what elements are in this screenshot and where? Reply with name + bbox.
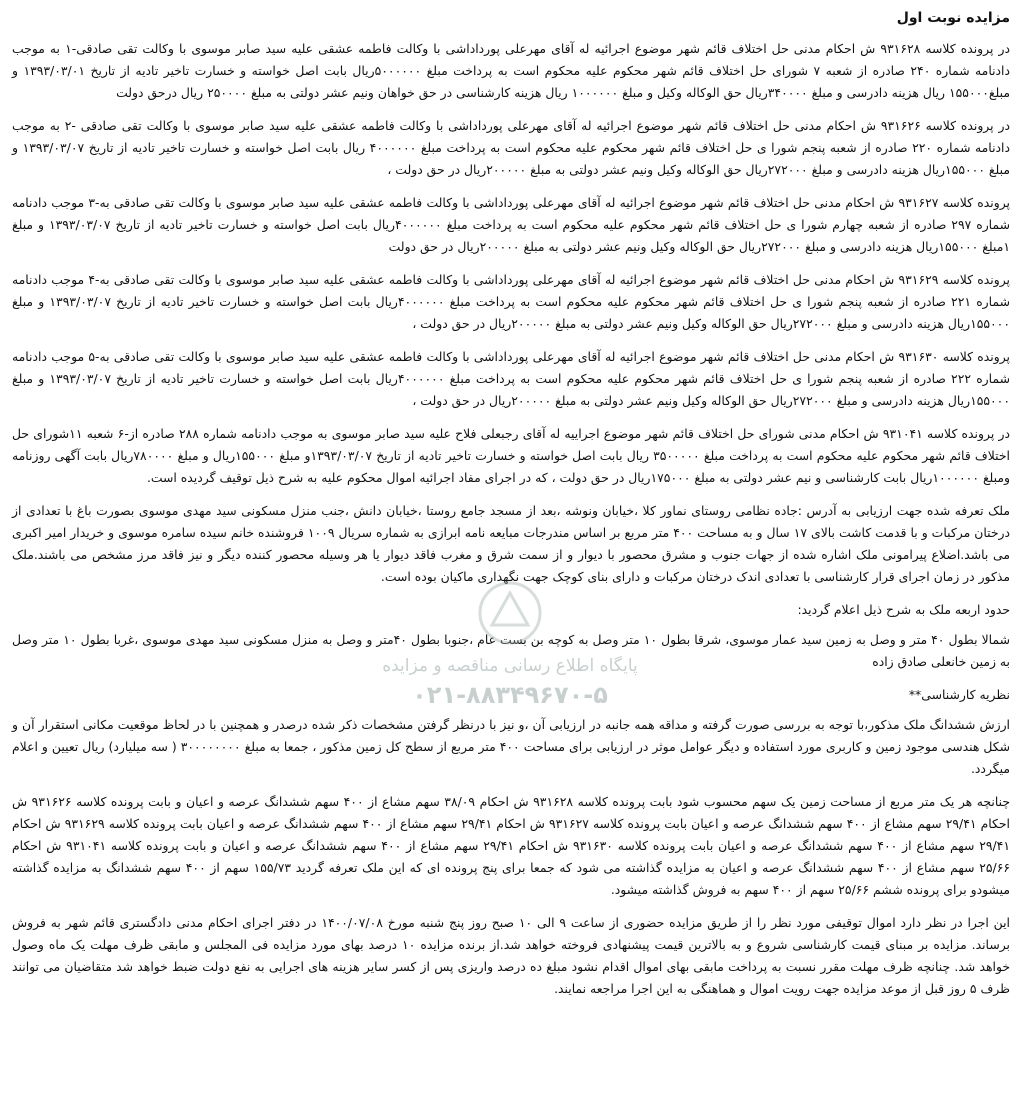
boundaries-text: شمالا بطول ۴۰ متر و وصل به زمین سید عمار موسوی، شرقا بطول ۱۰ متر وصل به کوچه بن بست عام ،جنوبا بطول ۴۰متر و وصل به منزل مسکونی سید مهدی موسوی ،غربا بطول ۱۰ متر وصل به زمین خانعلی صادق زاده — [12, 632, 1010, 669]
case-paragraph-2: در پرونده کلاسه ۹۳۱۶۲۶ ش احکام مدنی حل اختلاف قائم شهر موضوع اجرائیه له آقای مهرعلی پورداداشی با وکالت فاطمه عشقی علیه سید صابر موسوی با وکالت تقی صادقی -۲ به موجب دادنامه شماره ۲۲۰ صادره از شعبه پنجم شورا ی حل اختلاف قائم شهر محکوم علیه محکوم است به پرداخت مبلغ ۴۰۰۰۰۰۰ ریال بابت اصل خواسته و خسارت تاخیر تادیه از تاریخ ۱۳۹۳/۰۳/۰۷ و مبلغ ۱۵۵۰۰۰ریال هزینه دادرسی و مبلغ ۲۷۲۰۰۰ریال حق الوکاله وکیل ونیم عشر دولتی به مبلغ ۲۰۰۰۰۰ریال در حق دولت ، — [12, 118, 1011, 177]
watermark-line-1: پایگاه اطلاع رسانی مناقصه و مزایده — [382, 656, 638, 676]
case-paragraph-1: در پرونده کلاسه ۹۳۱۶۲۸ ش احکام مدنی حل اختلاف قائم شهر موضوع اجرائیه له آقای مهرعلی پورداداشی با وکالت فاطمه عشقی علیه سید صابر موسوی با وکالت تقی صادقی-۱ به موجب دادنامه شماره ۲۴۰ صادره از شعبه ۷ شورای حل اختلاف قائم شهر محکوم علیه محکوم است به پرداخت مبلغ ۵۰۰۰۰۰۰ریال بابت اصل خواسته و خسارت تاخیر تادیه از تاریخ ۱۳۹۳/۰۳/۰۱ و مبلغ۱۵۵۰۰۰ ریال هزینه دادرسی و مبلغ ۳۴۰۰۰۰ریال حق الوکاله وکیل و مبلغ ۱۰۰۰۰۰۰ ریال هزینه کارشناسی در حق خواهان ونیم عشر دولتی به مبلغ ۲۵۰۰۰۰ ریال درحق دولت — [12, 41, 1011, 100]
property-description: ملک تعرفه شده جهت ارزیابی به آدرس :جاده نظامی روستای نماور کلا ،خیابان ونوشه ،بعد از مسجد جامع روستا ،خیابان دانش ،جنب منزل مسکونی سید مهدی موسوی بصورت باغ با تعدادی از درختان مرکبات و با قدمت کاشت بالای ۱۷ سال و به مساحت ۴۰۰ متر مربع بر اساس مندرجات مبایعه نامه ابرازی به شماره سریال ۱۰۰۹ فروشنده خانم سیده سامره موسوی و خریدار امیر اکبری می باشد.اضلاع پیرامونی ملک اشاره شده از جهات جنوب و مشرق محصور با دیوار و از سمت شرق و مغرب فاقد دیوار یا هر وسیله محصور کننده دیگر و نیز فاقد مرز مشخص می باشند.ملک مذکور در زمان اجرای قرار کارشناسی با تعدادی اندک درختان مرکبات و دارای بنای کوچک جهت نگهداری ماکیان بوده است. — [12, 503, 1011, 584]
notice-heading: مزایده نوبت اول — [896, 10, 1010, 26]
case-paragraph-5: پرونده کلاسه ۹۳۱۶۳۰ ش احکام مدنی حل اختلاف قائم شهر موضوع اجرائیه له آقای مهرعلی پورداداشی با وکالت فاطمه عشقی علیه سید صابر موسوی با وکالت تقی صادقی به-۵ موجب دادنامه شماره ۲۲۲ صادره از شعبه پنجم شورا ی حل اختلاف قائم شهر محکوم علیه محکوم است به پرداخت مبلغ ۴۰۰۰۰۰۰ریال بابت اصل خواسته و خسارت تاخیر تادیه از تاریخ ۱۳۹۳/۰۳/۰۷ و مبلغ ۱۵۵۰۰۰ریال هزینه دادرسی و مبلغ ۲۷۲۰۰۰ریال حق الوکاله وکیل ونیم عشر دولتی به مبلغ ۲۰۰۰۰۰ریال در حق دولت ، — [12, 349, 1010, 408]
shares-paragraph: چنانچه هر یک متر مربع از مساحت زمین یک سهم محسوب شود بابت پرونده کلاسه ۹۳۱۶۲۸ ش احکام ۳۸/۰۹ سهم مشاع از ۴۰۰ سهم ششدانگ عرصه و اعیان و بابت پرونده کلاسه ۹۳۱۶۲۶ ش احکام ۲۹/۴۱ سهم مشاع از ۴۰۰ سهم ششدانگ عرصه و اعیان بابت پرونده کلاسه ۹۳۱۶۲۷ ش احکام ۲۹/۴۱ سهم مشاع از ۴۰۰ سهم ششدانگ عرصه و اعیان بابت پرونده کلاسه ۹۳۱۶۲۹ ش احکام ۲۹/۴۱ سهم مشاع از ۴۰۰ سهم ششدانگ عرصه و اعیان بابت پرونده کلاسه ۹۳۱۶۳۰ ش احکام ۲۹/۴۱ سهم مشاع از ۴۰۰ سهم ششدانگ عرصه و اعیان و بابت پرونده کلاسه ۹۳۱۰۴۱ ش احکام ۲۵/۶۶ سهم مشاع از ۴۰۰ سهم ششدانگ عرصه و اعیان به مزایده گذاشته می شود که جمعا برای پنج پرونده ای که این ملک تعرفه گردید ۱۵۵/۷۳ سهم از ۴۰۰ سهم ششدانگ به مزایده گذاشته میشودو برای پرونده ششم ۲۵/۶۶ سهم از ۴۰۰ سهم به فروش گذاشته میشود. — [12, 794, 1010, 897]
auction-terms-paragraph: این اجرا در نظر دارد اموال توقیفی مورد نظر را از طریق مزایده حضوری از ساعت ۹ الی ۱۰ صبح روز پنج شنبه مورخ ۱۴۰۰/۰۷/۰۸ در دفتر اجرای احکام مدنی دادگستری قائم شهر به فروش برساند. مزایده بر مبنای قیمت کارشناسی شروع و به بالاترین قیمت پیشنهادی فروخته خواهد شد.از برنده مزایده ۱۰ درصد بهای مورد مزایده فی المجلس و مابقی ظرف مهلت یک ماه وصول خواهد شد. چنانچه ظرف مهلت مقرر نسبت به پرداخت مابقی بهای اموال اقدام نشود مبلغ ده درصد واریزی پس از کسر سایر هزینه های اجرایی به نفع دولت ضبط خواهد شد متقاضیان می توانند ظرف ۵ روز قبل از موعد مزایده جهت رویت اموال و هماهنگی به این اجرا مراجعه نمایند. — [12, 915, 1010, 996]
boundaries-title: حدود اربعه ملک به شرح ذیل اعلام گردید: — [797, 602, 1010, 617]
case-paragraph-3: پرونده کلاسه ۹۳۱۶۲۷ ش احکام مدنی حل اختلاف قائم شهر موضوع اجرائیه له آقای مهرعلی پورداداشی با وکالت فاطمه عشقی علیه سید صابر موسوی با وکالت تقی صادقی به-۳ موجب دادنامه شماره ۲۹۷ صادره از شعبه چهارم شورا ی حل اختلاف قائم شهر محکوم علیه محکوم است به پرداخت مبلغ ۴۰۰۰۰۰۰ریال بابت اصل خواسته و خسارت تاخیر تادیه از تاریخ ۱۳۹۳/۰۳/۰۷ و مبلغ ۱مبلغ ۱۵۵۰۰۰ریال هزینه دادرسی و مبلغ ۲۷۲۰۰۰ریال حق الوکاله وکیل ونیم عشر دولتی به مبلغ ۲۰۰۰۰۰ریال در حق دولت — [12, 195, 1010, 254]
expert-opinion-text: ارزش ششدانگ ملک مذکور،با توجه به بررسی صورت گرفته و مداقه همه جانبه در ارزیابی آن ،و نیز با درنظر گرفتن مشخصات ذکر شده درصدر و همچنین با در لحاظ موقعیت مکانی استقرار آن و شکل هندسی موجود زمین و کاربری مورد استفاده و دیگر عوامل موثر در ارزیابی برای مساحت ۴۰۰ متر مربع از سطح کل زمین مذکور ، جمعا به مبلغ ۳۰۰۰۰۰۰۰۰ ( سه میلیارد) ریال تعیین و اعلام میگردد. — [12, 717, 1011, 776]
case-paragraph-6: در پرونده کلاسه ۹۳۱۰۴۱ ش احکام مدنی شورای حل اختلاف قائم شهر موضوع اجراییه له آقای رجبعلی فلاح علیه سید صابر موسوی به موجب دادنامه شماره ۲۸۸ صادره از-۶ شعبه ۱۱شورای حل اختلاف قائم شهر محکوم علیه محکوم است به پرداخت مبلغ ۳۵۰۰۰۰۰ ریال بابت اصل خواسته و خسارت تاخیر تادیه از تاریخ ۱۳۹۳/۰۳/۰۷و مبلغ ۱۵۵۰۰۰ریال و مبلغ ۷۸۰۰۰۰ریال بابت آگهی روزنامه ومبلغ ۱۰۰۰۰۰۰ریال بابت کارشناسی و نیم عشر دولتی به مبلغ ۱۷۵۰۰۰ریال در حق دولت ، که در اجرای مفاد اجرائیه اموال محکوم علیه به شرح ذیل توقیف گردیده است. — [12, 426, 1010, 485]
expert-opinion-title: نظریه کارشناسی** — [908, 687, 1010, 702]
watermark-line-2: ۰۲۱-۸۸۳۴۹۶۷۰-۵ — [412, 681, 608, 709]
case-paragraph-4: پرونده کلاسه ۹۳۱۶۲۹ ش احکام مدنی حل اختلاف قائم شهر موضوع اجرائیه له آقای مهرعلی پورداداشی با وکالت فاطمه عشقی علیه سید صابر موسوی با وکالت تقی صادقی به-۴ موجب دادنامه شماره ۲۲۱ صادره از شعبه پنجم شورا ی حل اختلاف قائم شهر محکوم علیه محکوم است به پرداخت مبلغ ۴۰۰۰۰۰۰ریال بابت اصل خواسته و خسارت تاخیر تادیه از تاریخ ۱۳۹۳/۰۳/۰۷ و مبلغ ۱۵۵۰۰۰ریال هزینه دادرسی و مبلغ ۲۷۲۰۰۰ریال حق الوکاله وکیل ونیم عشر دولتی به مبلغ ۲۰۰۰۰۰ریال در حق دولت ، — [12, 272, 1010, 331]
